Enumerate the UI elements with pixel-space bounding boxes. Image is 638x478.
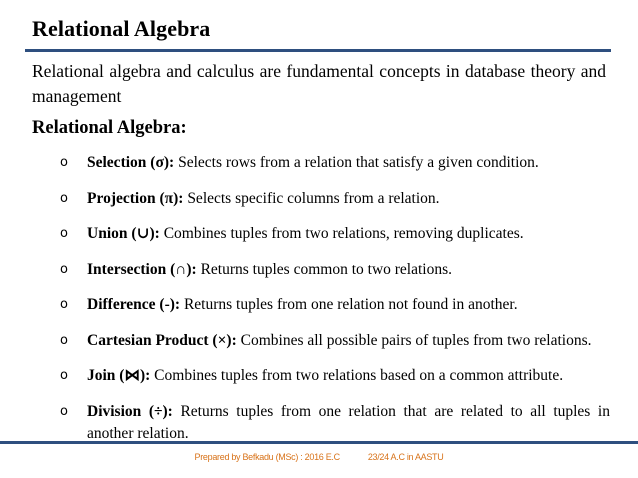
list-item-cartesian-product: [60, 330, 610, 352]
operation-description: Returns tuples from one relation not found in another.: [180, 296, 518, 313]
operation-description: Combines tuples from two relations based on a common attribute.: [150, 367, 564, 384]
footer-author: Prepared by Befkadu (MSc) : 2016 E.C: [194, 452, 340, 462]
operation-term: Union (∪):: [87, 225, 160, 242]
list-item-union: [60, 223, 610, 245]
list-item-difference: [60, 294, 610, 316]
operation-description: Returns tuples from one relation that are related to all tuples in another relation.: [87, 402, 610, 442]
bullet-circle-icon: o: [60, 297, 68, 312]
operation-description: Returns tuples common to two relations.: [196, 260, 453, 278]
bullet-circle-icon: o: [60, 368, 68, 383]
operation-term: Projection (π):: [87, 189, 184, 207]
bullet-circle-icon: o: [60, 190, 68, 206]
footer: [0, 452, 638, 462]
bullet-circle-icon: o: [60, 332, 68, 348]
list-item-projection: [60, 188, 610, 210]
operation-term: Division (÷):: [87, 402, 173, 420]
intro-paragraph: Relational algebra and calculus are fundamental concepts in database theory and management: [32, 61, 606, 106]
operation-description: Selects rows from a relation that satisfy a given condition.: [174, 154, 539, 171]
bullet-circle-icon: o: [60, 155, 68, 170]
operation-term: Join (⋈):: [87, 367, 151, 384]
operation-term: Cartesian Product (×):: [87, 331, 237, 349]
operation-description: Combines tuples from two relations, removing duplicates.: [159, 225, 524, 242]
bullet-circle-icon: o: [60, 403, 68, 419]
bullet-circle-icon: o: [60, 261, 68, 277]
list-item-selection: [60, 152, 610, 174]
title-divider: [25, 49, 611, 52]
list-item-intersection: [60, 259, 610, 281]
footer-divider: [0, 441, 638, 444]
list-item-division: [60, 401, 610, 445]
operation-term: Intersection (∩):: [87, 260, 197, 278]
operation-description: Combines all possible pairs of tuples from two relations.: [236, 331, 592, 349]
operation-description: Selects specific columns from a relation.: [183, 189, 440, 207]
operations-list: [60, 152, 610, 458]
slide-title: Relational Algebra: [32, 16, 211, 41]
list-item-join: [60, 365, 610, 387]
section-heading: Relational Algebra:: [32, 118, 187, 138]
bullet-circle-icon: o: [60, 226, 68, 241]
footer-year: 23/24 A.C in AASTU: [367, 452, 444, 462]
operation-term: Selection (σ):: [87, 154, 175, 171]
operation-term: Difference (-):: [87, 296, 181, 313]
